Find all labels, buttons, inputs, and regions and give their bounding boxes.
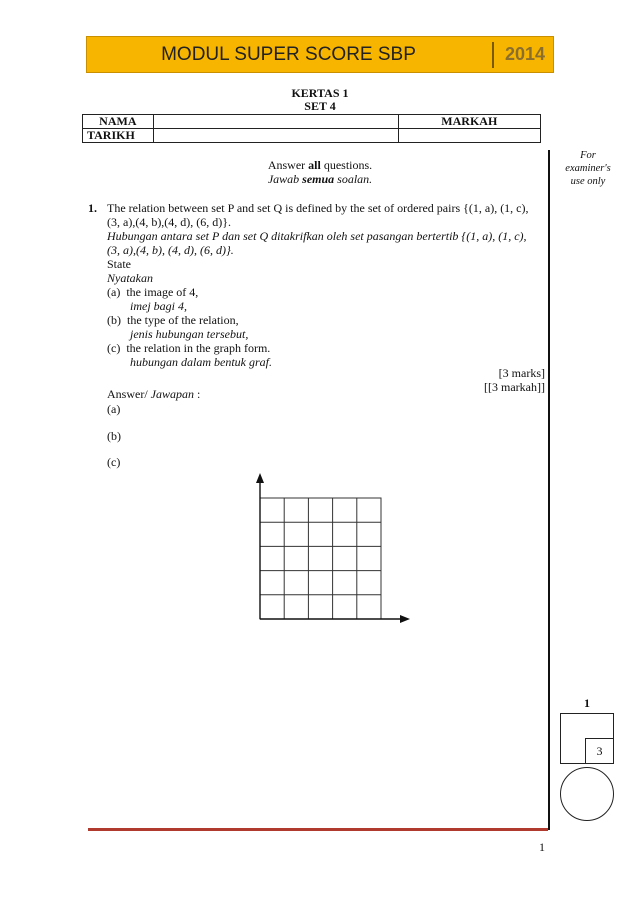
state-en: State (107, 257, 131, 271)
question-ms-line1: Hubungan antara set P dan set Q ditakrifkan oleh set pasangan bertertib {(1, a), (1, c), (107, 229, 527, 243)
header-banner (86, 36, 554, 73)
score-circle[interactable] (560, 767, 614, 821)
paper-kertas: KERTAS 1 (291, 86, 349, 100)
markah-field[interactable] (398, 129, 540, 143)
graph-grid (260, 498, 381, 619)
student-info-table (82, 114, 541, 143)
part-a-en: the image of 4, (126, 285, 199, 299)
answer-graph[interactable] (250, 470, 415, 630)
question-parts (107, 285, 547, 369)
instruction-en-bold: all (308, 158, 321, 172)
margin-divider (548, 150, 550, 830)
answer-label-en: Answer/ (107, 387, 151, 401)
banner-separator (492, 42, 494, 68)
answer-part-b: (b) (107, 429, 121, 443)
page-number: 1 (539, 840, 545, 854)
question-ms-line2: (3, a),(4, b), (4, d), (6, d)}. (107, 243, 234, 257)
module-year: 2014 (504, 44, 546, 64)
part-b-ms: jenis hubungan tersebut, (130, 327, 249, 341)
marks-ms-text: [3 markah] (488, 380, 541, 394)
instruction-ms-prefix: Jawab (267, 172, 303, 186)
instruction-ms (200, 172, 440, 187)
instruction-ms-bold: semua (302, 172, 335, 186)
part-c (107, 341, 547, 369)
question-en-line2: (3, a),(4, b),(4, d), (6, d)}. (107, 215, 232, 229)
tarikh-label: TARIKH (83, 129, 154, 143)
part-c-ms: hubungan dalam bentuk graf. (130, 355, 272, 369)
state-ms: Nyatakan (107, 271, 153, 285)
part-a (107, 285, 547, 313)
marks-ms: [[3 markah]] (484, 380, 545, 394)
score-question-number: 1 (584, 696, 590, 710)
examiner-note-line3: use only (570, 176, 606, 187)
part-c-label: (c) (107, 341, 121, 355)
score-max-marks: 3 (585, 738, 614, 764)
answer-part-a: (a) (107, 402, 121, 416)
nama-label: NAMA (83, 115, 154, 129)
paper-set: SET 4 (304, 99, 336, 113)
answer-label-ms: Jawapan (150, 387, 195, 401)
instruction-en-suffix: questions. (320, 158, 373, 172)
examiner-note-line1: For (580, 150, 596, 161)
x-axis-arrow-icon (400, 615, 410, 623)
answer-label-colon: : (194, 387, 201, 401)
part-c-en: the relation in the graph form. (126, 341, 271, 355)
part-b-en: the type of the relation, (127, 313, 239, 327)
question-number: 1. (88, 201, 97, 215)
instruction-en (200, 158, 440, 173)
question-en-line1: The relation between set P and set Q is defined by the set of ordered pairs {(1, a), (1, c), (107, 201, 529, 215)
part-a-label: (a) (107, 285, 121, 299)
examiner-note-line2: examiner's (565, 163, 611, 174)
tarikh-field[interactable] (153, 129, 398, 143)
instruction-en-prefix: Answer (267, 158, 309, 172)
examiner-note (556, 149, 620, 188)
instruction-ms-suffix: soalan. (334, 172, 373, 186)
answer-part-c: (c) (107, 455, 121, 469)
marks-en: [3 marks] (498, 366, 545, 380)
module-title: MODUL SUPER SCORE SBP (161, 44, 416, 65)
footer-rule (88, 828, 548, 831)
y-axis-arrow-icon (256, 473, 264, 483)
nama-field[interactable] (153, 115, 398, 129)
part-b-label: (b) (107, 313, 121, 327)
question-body (107, 201, 547, 285)
part-a-ms: imej bagi 4, (130, 299, 187, 313)
answer-label (107, 387, 200, 402)
markah-label: MARKAH (398, 115, 540, 129)
part-b (107, 313, 547, 341)
